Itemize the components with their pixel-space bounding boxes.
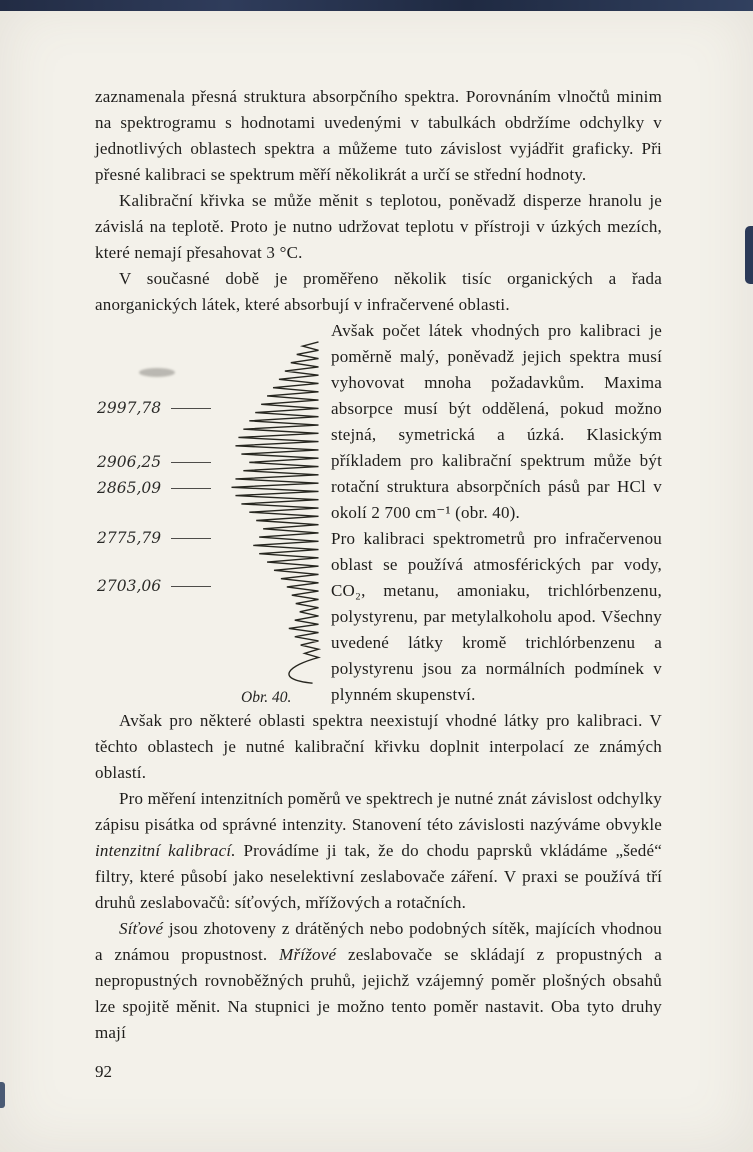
paragraph-7 (95, 916, 662, 1046)
figure-canvas (95, 340, 331, 684)
figure-label-4 (97, 576, 225, 596)
page-number: 92 (95, 1062, 112, 1081)
text-block (95, 84, 662, 1082)
paragraph-2: Kalibrační křivka se může měnit s teplotou, poněvadž disperze hranolu je závislá na teplotě. Proto je nutno udržovat teplotu v přístroji v úzkých mezích, které nemají přesahovat 3 °C. (95, 191, 662, 262)
text-run: Pro měření intenzitních poměrů ve spektrech je nutné znát závislost odchylky zápisu pisátka od správné intenzity. Stanovení této závislosti nazýváme obvykle (95, 789, 662, 834)
hcl-spectrum-drawing (223, 340, 327, 684)
leader-line (171, 462, 211, 463)
paragraph-3-intro: V současné době je proměřeno několik tisíc organických a řada anorganických látek, které absorbují v infračervené oblasti. (95, 269, 662, 314)
leader-line (171, 408, 211, 409)
leader-line (171, 488, 211, 489)
figure-caption: Obr. 40. (241, 689, 292, 706)
paragraph-5: Avšak pro některé oblasti spektra neexistují vhodné látky pro kalibraci. V těchto oblastech je nutné kalibrační křivku doplnit interpolací ze známých oblastí. (95, 711, 662, 782)
wavenumber-label: 2775,79 (97, 529, 162, 547)
figure-label-1 (97, 452, 225, 472)
text-run-italic: Síťové (119, 919, 164, 938)
paragraph-3-wrap: Avšak počet látek vhodných pro kalibraci je poměrně malý, poněvadž jejich spektra musí vyhovovat mnoha požadavkům. Maxima absorpce musí být oddělená, pokud možno stejná, symetrická a úzká. Klasickým příkladem pro kalibrační spektrum může být rotační struktura absorpčních pásů par HCl v okolí 2 700 cm⁻¹ (obr. 40). (331, 321, 662, 522)
figure-and-wrapped-text (95, 318, 662, 708)
wavenumber-label: 2703,06 (97, 577, 162, 595)
scan-edge-artifact-right (745, 226, 753, 284)
paragraph-6 (95, 786, 662, 916)
scan-edge-artifact-left (0, 1082, 5, 1108)
figure-obr-40 (95, 340, 331, 708)
scan-edge-artifact-top (0, 0, 753, 11)
wrapped-text-column (331, 318, 662, 708)
paragraph-1: zaznamenala přesná struktura absorpčního spektra. Porovnáním vlnočtů minim na spektrogramu s hodnotami uvedenými v tabulkách obdržíme odchylky v jednotlivých oblastech spektra a můžeme tuto závislost vyjádřit graficky. Při přesné kalibraci se spektrum měří několikrát a určí se střední hodnoty. (95, 87, 662, 184)
text-run-italic: intenzitní kalibrací. (95, 841, 236, 860)
paragraph-4: Pro kalibraci spektrometrů pro infračervenou oblast se používá atmosférických par vody, CO₂, metanu, amoniaku, trichlórbenzenu, polystyrenu, par metylalkoholu apod. Všechny uvedené látky kromě trichlórbenzenu a polystyrenu jsou za normálních podmínek v plynném skupenství. (331, 529, 662, 704)
leader-line (171, 538, 211, 539)
text-run-italic: Mřížové (279, 945, 337, 964)
leader-line (171, 586, 211, 587)
text-run: Provádíme ji tak, že do chodu paprsků vkládáme „šedé“ filtry, které působí jako neselektivní zeslabovače záření. V praxi se používá tří druhů zeslabovačů: síťových, mřížových a rotačních. (95, 841, 662, 912)
ink-smudge (139, 368, 175, 377)
figure-label-2 (97, 478, 225, 498)
figure-label-3 (97, 528, 225, 548)
wavenumber-label: 2865,09 (97, 479, 162, 497)
figure-label-0 (97, 398, 225, 418)
text-run: jsou zhotoveny z drátěných nebo podobných sítěk, majících vhodnou a známou propustnost. (95, 919, 662, 964)
wavenumber-label: 2997,78 (97, 399, 162, 417)
wavenumber-label: 2906,25 (97, 453, 162, 471)
text-run: zeslabovače se skládají z propustných a nepropustných rovnoběžných pruhů, jejichž vzájemný poměr plošných obsahů lze spojitě měnit. Na stupnici je možno tento poměr nastavit. Oba tyto druhy mají (95, 945, 662, 1042)
